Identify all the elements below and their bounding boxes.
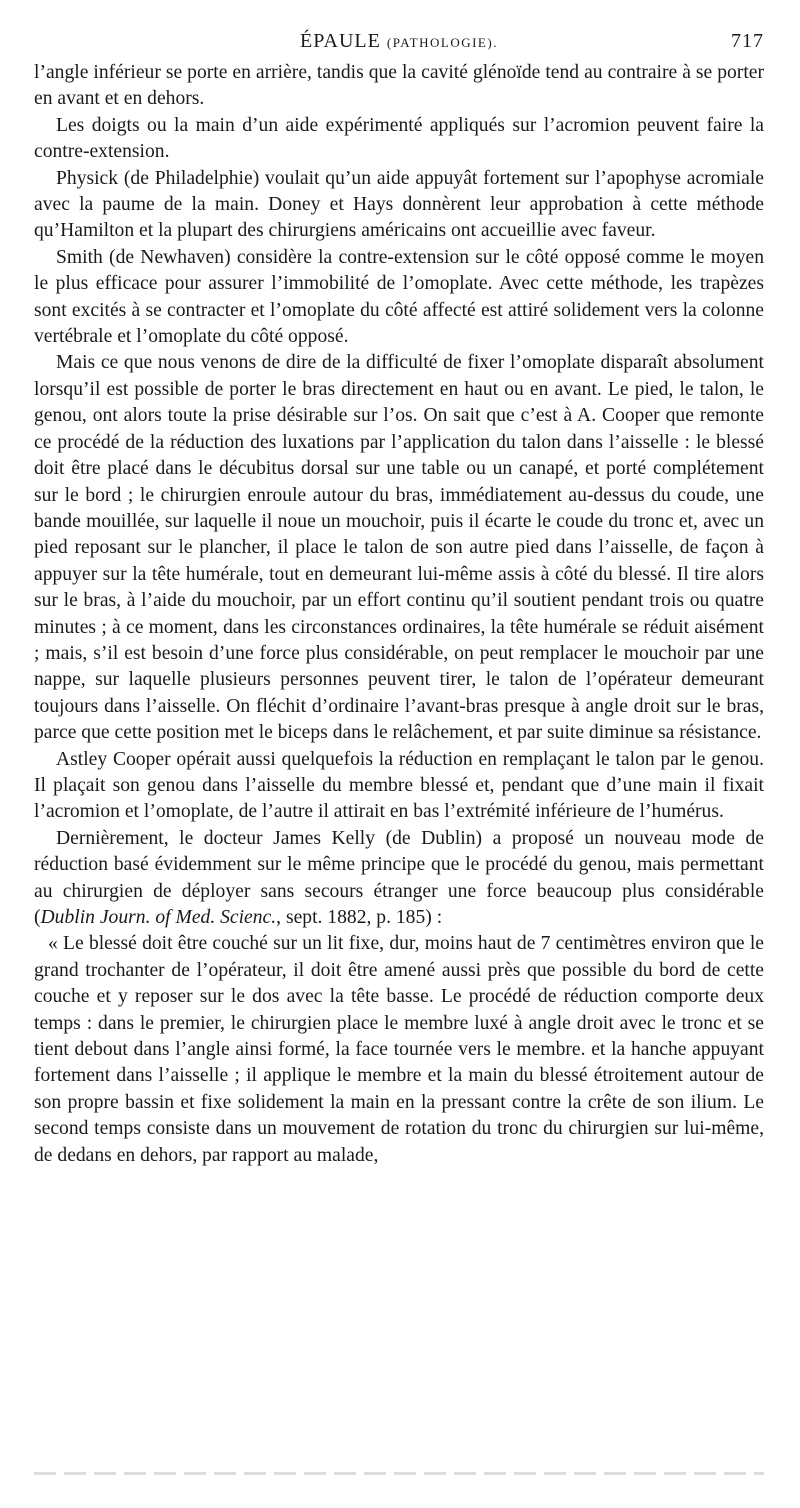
body-text — [34, 60, 764, 1169]
paragraph-smith: Smith (de Newhaven) considère la contre-extension sur le côté opposé comme le moyen le plus efficace pour assurer l’immobilité de l’omoplate. Avec cette méthode, les trapèzes sont excités à se contracter et l’omoplate du côté affecté est attiré solidement vers la colonne vertébrale et l’omoplate du côté opposé. — [34, 246, 764, 348]
paragraph-continuation: l’angle inférieur se porte en arrière, tandis que la cavité glénoïde tend au contraire à se porter en avant et en dehors. — [34, 62, 764, 110]
kelly-text-before: Dernièrement, le docteur James Kelly (de Dublin) a proposé un nouveau mode de réduction basé évidemment sur le même principe que le procédé du genou, mais permettant au chirurgien de déployer sans secours étranger une force beaucoup plus considérable ( — [34, 827, 764, 928]
document-page — [34, 30, 764, 1169]
paragraph-physick: Physick (de Philadelphie) voulait qu’un aide appuyât fortement sur l’apophyse acromiale avec la paume de la main. Doney et Hays donnèrent leur approbation à cette méthode qu’Hamilton et la plupart des chirurgiens américains ont accueillie avec faveur. — [34, 167, 764, 242]
header-subtitle: (PATHOLOGIE). — [386, 35, 498, 50]
kelly-text-after: , sept. 1882, p. 185) : — [276, 907, 443, 928]
running-title — [34, 30, 764, 53]
bleed-through-line — [34, 1472, 764, 1475]
page-number: 717 — [731, 30, 764, 52]
paragraph-quote: « Le blessé doit être couché sur un lit fixe, dur, moins haut de 7 centimètres environ que le grand trochanter de l’opérateur, il doit être amené aussi près que possible du bord de cette couche et y reposer sur le dos avec la tête basse. Le procédé de réduction comporte deux temps : dans le premier, le chirurgien place le membre luxé à angle droit avec le tronc et se tient debout dans l’angle ainsi formé, la face tournée vers le membre. et la hanche appuyant fortement dans l’aisselle ; il applique le membre et la main du blessé étroitement autour de son propre bassin et fixe solidement la main en la pressant contre la crête de son ilium. Le second temps consiste dans un mouvement de rotation du tronc du chirurgien sur lui-même, de dedans en dehors, par rapport au malade, — [34, 933, 764, 1166]
kelly-citation: Dublin Journ. of Med. Scienc. — [40, 907, 277, 928]
paragraph-cooper-genou: Astley Cooper opérait aussi quelquefois la réduction en remplaçant le talon par le genou. Il plaçait son genou dans l’aisselle du membre blessé et, pendant que d’une main il fixait l’acromion et l’omoplate, de l’autre il attirait en bas l’extrémité inférieure de l’humérus. — [34, 748, 764, 823]
paragraph-kelly — [34, 826, 764, 932]
header-title: ÉPAULE — [300, 30, 381, 52]
running-header — [34, 30, 764, 60]
paragraph-cooper-talon: Mais ce que nous venons de dire de la difficulté de fixer l’omoplate disparaît absolument lorsqu’il est possible de porter le bras directement en haut ou en avant. Le pied, le talon, le genou, ont alors toute la prise désirable sur l’os. On sait que c’est à A. Cooper que remonte ce procédé de la réduction des luxations par l’application du talon dans l’aisselle : le blessé doit être placé dans le décubitus dorsal sur une table ou un canapé, et porté complétement sur le bord ; le chirurgien enroule autour du bras, immédiatement au-dessus du coude, une bande mouillée, sur laquelle il noue un mouchoir, puis il écarte le coude du tronc et, avec un pied reposant sur le plancher, il place le talon de son autre pied dans l’aisselle, de façon à appuyer sur la tête humérale, tout en demeurant lui-même assis à côté du blessé. Il tire alors sur le bras, à l’aide du mouchoir, par un effort continu qu’il soutient pendant trois ou quatre minutes ; à ce moment, dans les circonstances ordinaires, la tête humérale se réduit aisément ; mais, s’il est besoin d’une force plus considérable, on peut remplacer le mouchoir par une nappe, sur laquelle plusieurs personnes peuvent tirer, le talon de l’opérateur demeurant toujours dans l’aisselle. On fléchit d’ordinaire l’avant-bras presque à angle droit sur le bras, parce que cette position met le biceps dans le relâchement, et par suite diminue sa résistance. — [34, 352, 764, 744]
paragraph-contre-extension: Les doigts ou la main d’un aide expérimenté appliqués sur l’acromion peuvent faire la contre-extension. — [34, 114, 764, 163]
